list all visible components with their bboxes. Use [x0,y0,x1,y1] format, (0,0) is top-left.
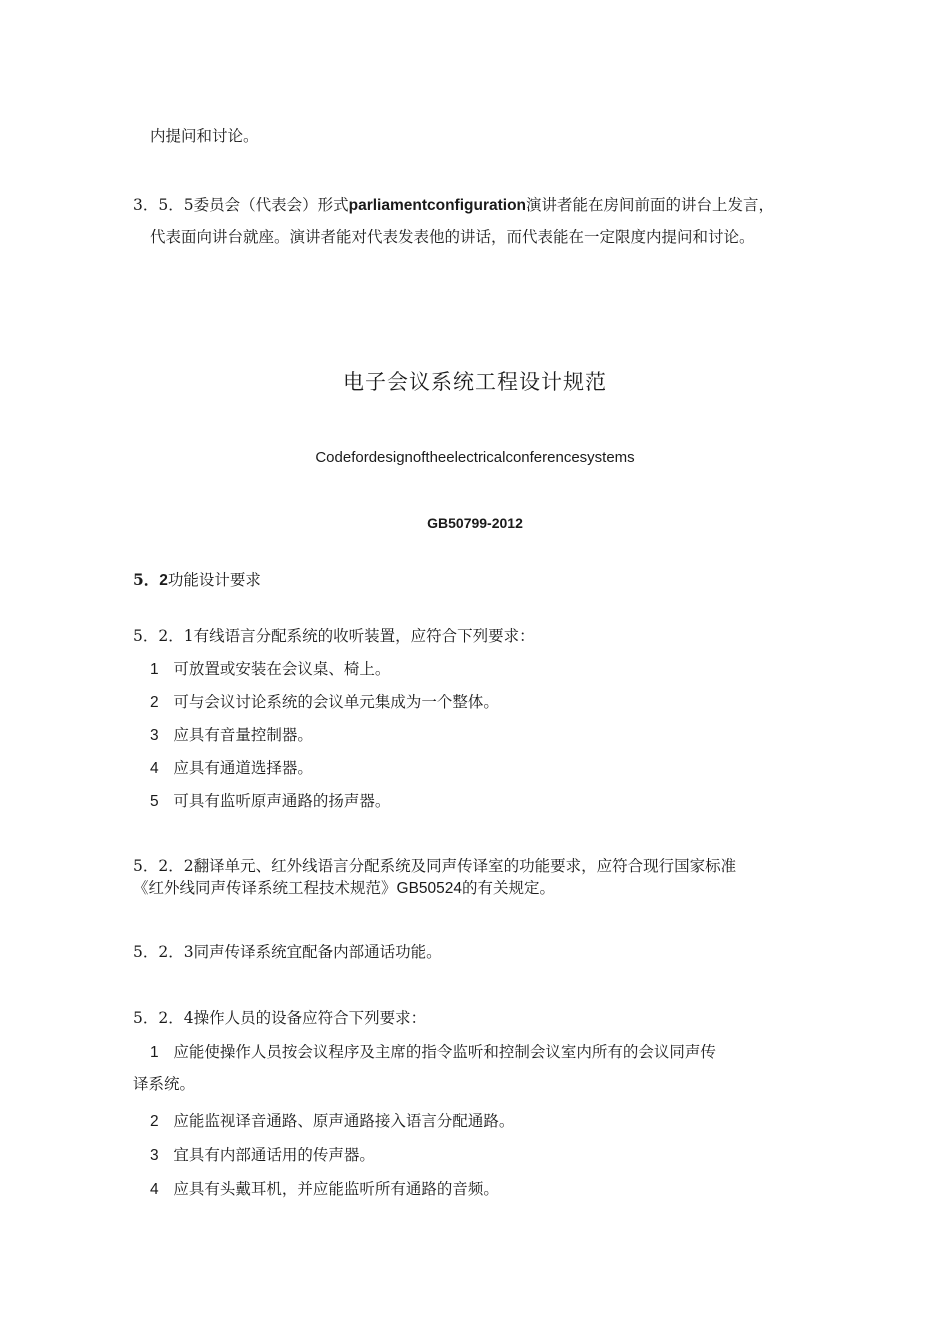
clause-text: 同声传译系统宜配备内部通话功能。 [193,943,442,961]
list-item-number: 1 [150,1044,159,1061]
section-number: 5． [133,570,160,589]
list-item [150,1145,375,1166]
clause-3-5-5-line2: 代表面向讲台就座。演讲者能对代表发表他的讲话，而代表能在一定限度内提问和讨论。 [150,228,755,246]
clause-text-continued: 演讲者能在房间前面的讲台上发言， [526,196,775,214]
list-item-number: 5 [150,793,159,810]
list-item-text: 应具有头戴耳机，并应能监听所有通路的音频。 [173,1180,499,1198]
list-item [150,659,390,680]
term-english: parliamentconfiguration [348,197,527,214]
clause-number: 3．5．5 [133,196,194,214]
clause-5-2-2-line2 [133,878,555,899]
clause-3-5-5 [133,195,774,216]
list-item [150,1111,514,1132]
list-item [150,1179,499,1200]
section-title: 功能设计要求 [167,571,261,589]
section-number-bold: 2 [159,572,168,589]
clause-5-2-1 [133,626,535,646]
document-english-title: Codefordesignoftheelectricalconferencesystems [315,449,635,466]
list-item-text: 宜具有内部通话用的传声器。 [173,1146,375,1164]
list-item-number: 4 [150,760,159,777]
list-item [150,758,313,779]
list-item-text: 可具有监听原声通路的扬声器。 [173,792,391,810]
list-item-number: 1 [150,661,159,678]
document-title: 电子会议系统工程设计规范 [343,370,607,394]
clause-text: 翻译单元、红外线语言分配系统及同声传译室的功能要求，应符合现行国家标准 [193,857,737,875]
clause-5-2-2 [133,856,736,876]
list-item-text: 应具有通道选择器。 [173,759,313,777]
list-item-text: 应能使操作人员按会议程序及主席的指令监听和控制会议室内所有的会议同声传 [173,1043,716,1061]
list-item-number: 4 [150,1181,159,1198]
clause-number: 5．2．1 [133,627,194,645]
list-item-continuation: 译系统。 [133,1075,196,1093]
standard-code: GB50799-2012 [427,515,523,531]
section-5-2-heading [133,570,261,591]
list-item-number: 2 [150,694,159,711]
clause-text-continued: 的有关规定。 [462,879,556,897]
clause-number: 5．2．4 [133,1009,194,1027]
clause-5-2-4 [133,1008,426,1028]
intro-line: 内提问和讨论。 [150,127,259,145]
clause-text: 操作人员的设备应符合下列要求： [193,1009,427,1027]
list-item-number: 2 [150,1113,159,1130]
list-item-text: 应能监视译音通路、原声通路接入语言分配通路。 [173,1112,515,1130]
clause-5-2-3 [133,942,442,962]
list-item [150,725,313,746]
list-item [150,1042,716,1063]
list-item [150,692,499,713]
standard-reference-code: GB50524 [396,880,463,897]
clause-number: 5．2．3 [133,943,194,961]
list-item-number: 3 [150,727,159,744]
clause-number: 5．2．2 [133,857,194,875]
list-item-number: 3 [150,1147,159,1164]
clause-text: 委员会（代表会）形式 [193,196,349,214]
standard-reference: 《红外线同声传译系统工程技术规范》 [133,879,397,897]
list-item-text: 可放置或安装在会议桌、椅上。 [173,660,391,678]
clause-text: 有线语言分配系统的收听装置，应符合下列要求： [193,627,535,645]
list-item [150,791,390,812]
list-item-text: 应具有音量控制器。 [173,726,313,744]
list-item-text: 可与会议讨论系统的会议单元集成为一个整体。 [173,693,499,711]
